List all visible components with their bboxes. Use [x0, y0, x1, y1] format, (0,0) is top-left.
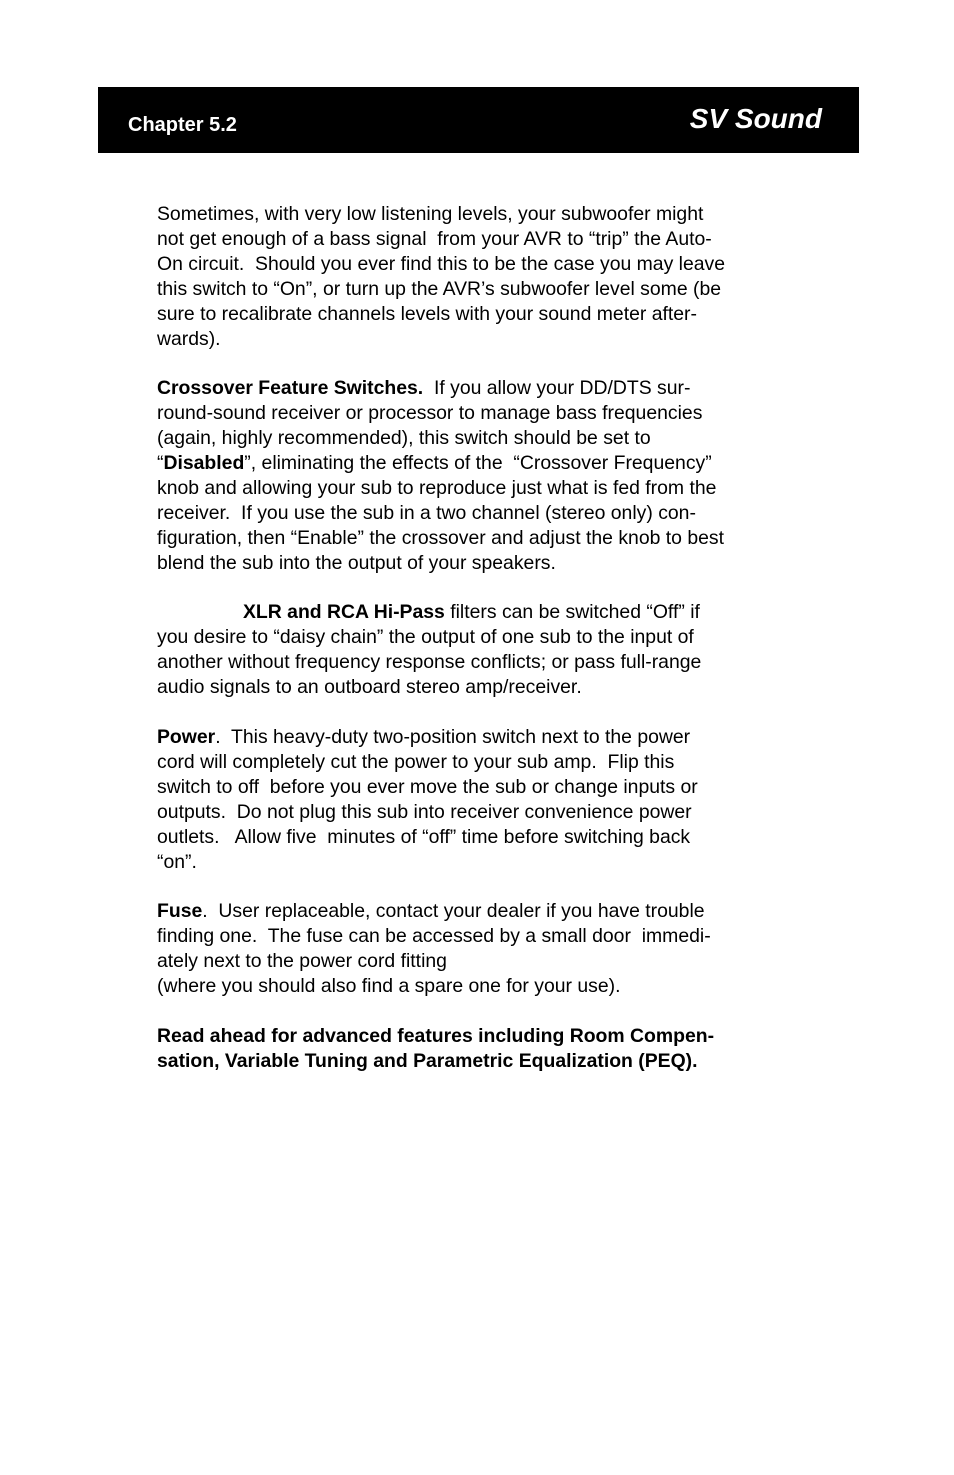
paragraph-read-ahead [157, 1024, 817, 1074]
paragraph-fuse [157, 899, 817, 999]
paragraph-hipass [157, 600, 817, 700]
paragraph-power [157, 725, 817, 874]
text-run: If you allow your DD/DTS sur- [423, 377, 691, 400]
text-run: ”, eliminating the effects of the “Crossover Frequency” [244, 452, 712, 475]
text-line: this switch to “On”, or turn up the AVR’s subwoofer level some (be [157, 277, 722, 300]
text-line [157, 899, 817, 924]
text-line [157, 451, 817, 476]
power-heading: Power [157, 725, 216, 748]
text-line: “on”. [157, 850, 197, 873]
text-line: Read ahead for advanced features including Room Compen- [157, 1024, 715, 1047]
text-line [157, 376, 817, 401]
crossover-heading: Crossover Feature Switches. [157, 377, 424, 400]
text-line: wards). [157, 327, 221, 350]
text-line [157, 600, 817, 625]
brand-label: SV Sound [689, 103, 822, 134]
page-body [157, 202, 817, 1099]
text-line: another without frequency response conflicts; or pass full-range [157, 651, 702, 674]
text-line: blend the sub into the output of your speakers. [157, 551, 556, 574]
text-line: knob and allowing your sub to reproduce just what is fed from the [157, 476, 717, 499]
text-line: not get enough of a bass signal from your AVR to “trip” the Auto- [157, 227, 712, 250]
text-line: sation, Variable Tuning and Parametric Equalization (PEQ). [157, 1049, 698, 1072]
hipass-heading: XLR and RCA Hi-Pass [243, 601, 445, 624]
text-line [157, 725, 817, 750]
text-run: . User replaceable, contact your dealer if you have trouble [202, 900, 705, 923]
text-line: finding one. The fuse can be accessed by a small door immedi- [157, 925, 711, 948]
text-line: figuration, then “Enable” the crossover and adjust the knob to best [157, 526, 724, 549]
text-run: filters can be switched “Off” if [444, 601, 700, 624]
text-line: outlets. Allow five minutes of “off” time before switching back [157, 825, 691, 848]
text-line: round-sound receiver or processor to manage bass frequencies [157, 402, 703, 425]
chapter-label: Chapter 5.2 [128, 114, 237, 136]
text-line: receiver. If you use the sub in a two channel (stereo only) con- [157, 501, 696, 524]
text-line: audio signals to an outboard stereo amp/receiver. [157, 676, 582, 699]
text-line: ately next to the power cord fitting [157, 950, 447, 973]
text-line: cord will completely cut the power to your sub amp. Flip this [157, 750, 675, 773]
text-line: outputs. Do not plug this sub into receiver convenience power [157, 800, 692, 823]
fuse-heading: Fuse [157, 900, 203, 923]
text-line: you desire to “daisy chain” the output of one sub to the input of [157, 626, 694, 649]
disabled-term: Disabled [163, 452, 245, 475]
text-line: Sometimes, with very low listening levels, your subwoofer might [157, 203, 704, 225]
text-line: (where you should also find a spare one for your use). [157, 975, 621, 998]
text-run: . This heavy-duty two-position switch next to the power [215, 725, 691, 748]
chapter-header-bar [98, 87, 859, 153]
paragraph-crossover [157, 376, 817, 575]
text-line: sure to recalibrate channels levels with your sound meter after- [157, 302, 697, 325]
text-run: “ [157, 452, 164, 475]
text-line: On circuit. Should you ever find this to be the case you may leave [157, 252, 726, 275]
text-line: switch to off before you ever move the sub or change inputs or [157, 775, 698, 798]
text-line: (again, highly recommended), this switch should be set to [157, 427, 651, 450]
paragraph-auto-on [157, 202, 817, 351]
